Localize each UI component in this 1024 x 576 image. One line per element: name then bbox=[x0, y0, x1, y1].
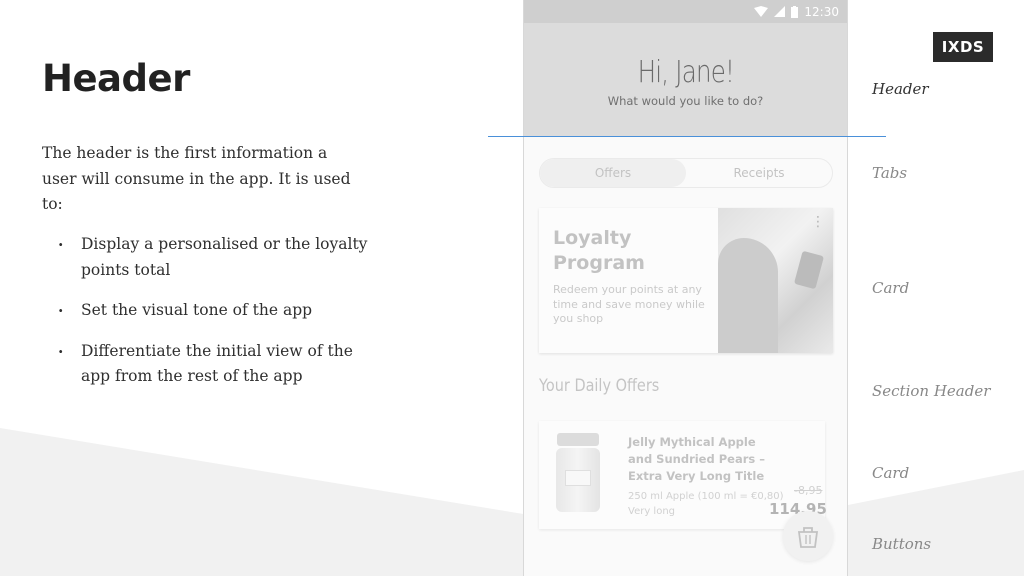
loyalty-card[interactable] bbox=[539, 208, 833, 353]
product-meta-line: Very long bbox=[628, 506, 676, 517]
loyalty-card-description: Redeem your points at any time and save money while you shop bbox=[553, 283, 705, 325]
annotation-card: Card bbox=[872, 464, 910, 482]
old-price: -8,95 bbox=[794, 484, 823, 497]
product-meta-line: 250 ml Apple (100 ml = €0,80) bbox=[628, 491, 784, 502]
new-price: 114,95 bbox=[769, 500, 827, 518]
app-header bbox=[524, 23, 847, 137]
signal-icon bbox=[774, 6, 785, 17]
tab-offers[interactable]: Offers bbox=[540, 159, 686, 187]
ixds-logo: IXDS bbox=[933, 32, 993, 62]
section-header: Your Daily Offers bbox=[539, 376, 660, 396]
basket-button[interactable] bbox=[783, 511, 833, 561]
loyalty-card-image bbox=[718, 208, 833, 353]
header-subtitle: What would you like to do? bbox=[607, 94, 764, 108]
annotation-section-header: Section Header bbox=[872, 382, 991, 400]
tab-receipts[interactable]: Receipts bbox=[733, 166, 785, 180]
wifi-icon bbox=[754, 6, 768, 17]
page-title: Header bbox=[42, 57, 190, 100]
product-meta bbox=[628, 489, 784, 519]
annotation-card: Card bbox=[872, 279, 910, 297]
product-image bbox=[556, 433, 600, 513]
annotation-header: Header bbox=[872, 80, 929, 98]
greeting: Hi, Jane! bbox=[637, 55, 734, 90]
battery-icon bbox=[791, 6, 798, 18]
offer-card[interactable] bbox=[539, 421, 825, 529]
status-bar bbox=[524, 0, 847, 23]
status-time: 12:30 bbox=[804, 4, 839, 19]
bullet-item: · Differentiate the initial view of the app from the rest of the app bbox=[58, 339, 378, 390]
basket-icon bbox=[795, 523, 821, 549]
annotation-buttons: Buttons bbox=[872, 535, 932, 553]
product-title: Jelly Mythical Apple and Sundried Pears – Extra Very Long Title bbox=[628, 435, 765, 483]
phone-mockup bbox=[523, 0, 848, 576]
bullet-item: · Display a personalised or the loyalty points total bbox=[58, 232, 378, 283]
tab-bar bbox=[539, 158, 833, 188]
more-vertical-icon[interactable]: ⋮ bbox=[811, 214, 825, 230]
bullet-item: · Set the visual tone of the app bbox=[58, 298, 378, 324]
header-boundary-line bbox=[488, 136, 886, 137]
annotation-tabs: Tabs bbox=[872, 164, 908, 182]
bullet-list bbox=[58, 232, 378, 405]
intro-text: The header is the first information a user will consume in the app. It is used to: bbox=[42, 144, 351, 213]
loyalty-card-title: Loyalty Program bbox=[553, 227, 645, 274]
